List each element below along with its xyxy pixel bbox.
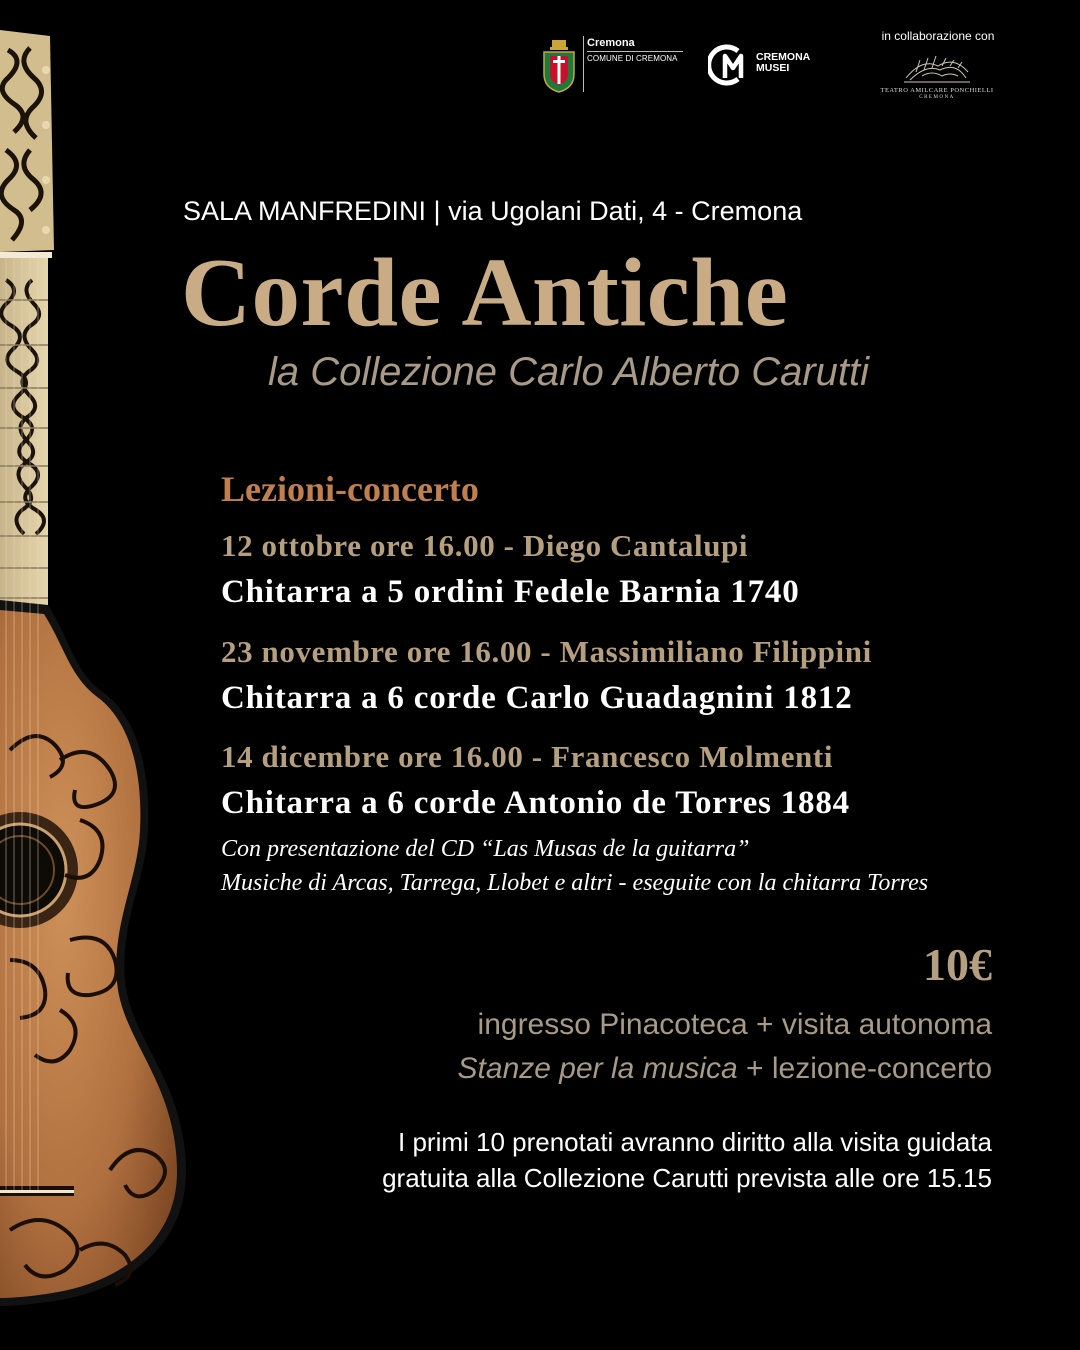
cd-note-line2: Musiche di Arcas, Tarrega, Llobet e altri - eseguite con la chitarra Torres <box>221 870 929 896</box>
event-date-3: 14 dicembre ore 16.00 - Francesco Molmenti <box>221 739 834 774</box>
cremona-musei-logo <box>708 42 828 92</box>
teatro-ponchielli-logo-icon <box>902 52 972 84</box>
teatro-city: CREMONA <box>919 95 955 100</box>
includes-rest: + lezione-concerto <box>737 1052 992 1085</box>
musei-line1: CREMONA <box>756 51 811 63</box>
event-title: Corde Antiche <box>181 239 789 346</box>
cremona-crest-icon <box>540 38 578 94</box>
comune-cremona-logo <box>538 36 688 96</box>
cremona-musei-logo-icon <box>708 42 752 88</box>
musei-line2: MUSEI <box>756 62 790 74</box>
logo-divider <box>583 36 584 92</box>
event-instrument-2: Chitarra a 6 corde Carlo Guadagnini 1812 <box>221 680 853 716</box>
promo-line2: gratuita alla Collezione Carutti prevista alle ore 15.15 <box>382 1163 992 1193</box>
ticket-price: 10€ <box>923 939 992 990</box>
cremona-logo-name: Cremona <box>587 37 635 49</box>
promo-line1: I primi 10 prenotati avranno diritto alla visita guidata <box>398 1127 992 1157</box>
includes-italic: Stanze per la musica <box>457 1052 738 1085</box>
cremona-logo-sub: COMUNE DI CREMONA <box>587 54 678 63</box>
event-instrument-3: Chitarra a 6 corde Antonio de Torres 1884 <box>221 785 850 821</box>
teatro-name: TEATRO AMILCARE PONCHIELLI <box>880 87 994 94</box>
collab-label: in collaborazione con <box>881 29 995 43</box>
section-title: Lezioni-concerto <box>221 469 479 509</box>
venue-line: SALA MANFREDINI | via Ugolani Dati, 4 - Cremona <box>183 196 803 226</box>
cd-note-line1: Con presentazione del CD “Las Musas de la guitarra” <box>221 836 750 862</box>
includes-line1: ingresso Pinacoteca + visita autonoma <box>477 1008 992 1041</box>
logo-rule <box>587 51 683 52</box>
teatro-ponchielli-logo <box>872 50 1002 102</box>
event-subtitle: la Collezione Carlo Alberto Carutti <box>268 350 870 394</box>
musei-logo-text <box>756 52 810 74</box>
includes-line2 <box>458 1052 992 1086</box>
event-date-1: 12 ottobre ore 16.00 - Diego Cantalupi <box>221 528 749 563</box>
event-instrument-1: Chitarra a 5 ordini Fedele Barnia 1740 <box>221 574 800 610</box>
guitar-illustration <box>0 0 200 1350</box>
event-date-2: 23 novembre ore 16.00 - Massimiliano Filippini <box>221 634 872 669</box>
